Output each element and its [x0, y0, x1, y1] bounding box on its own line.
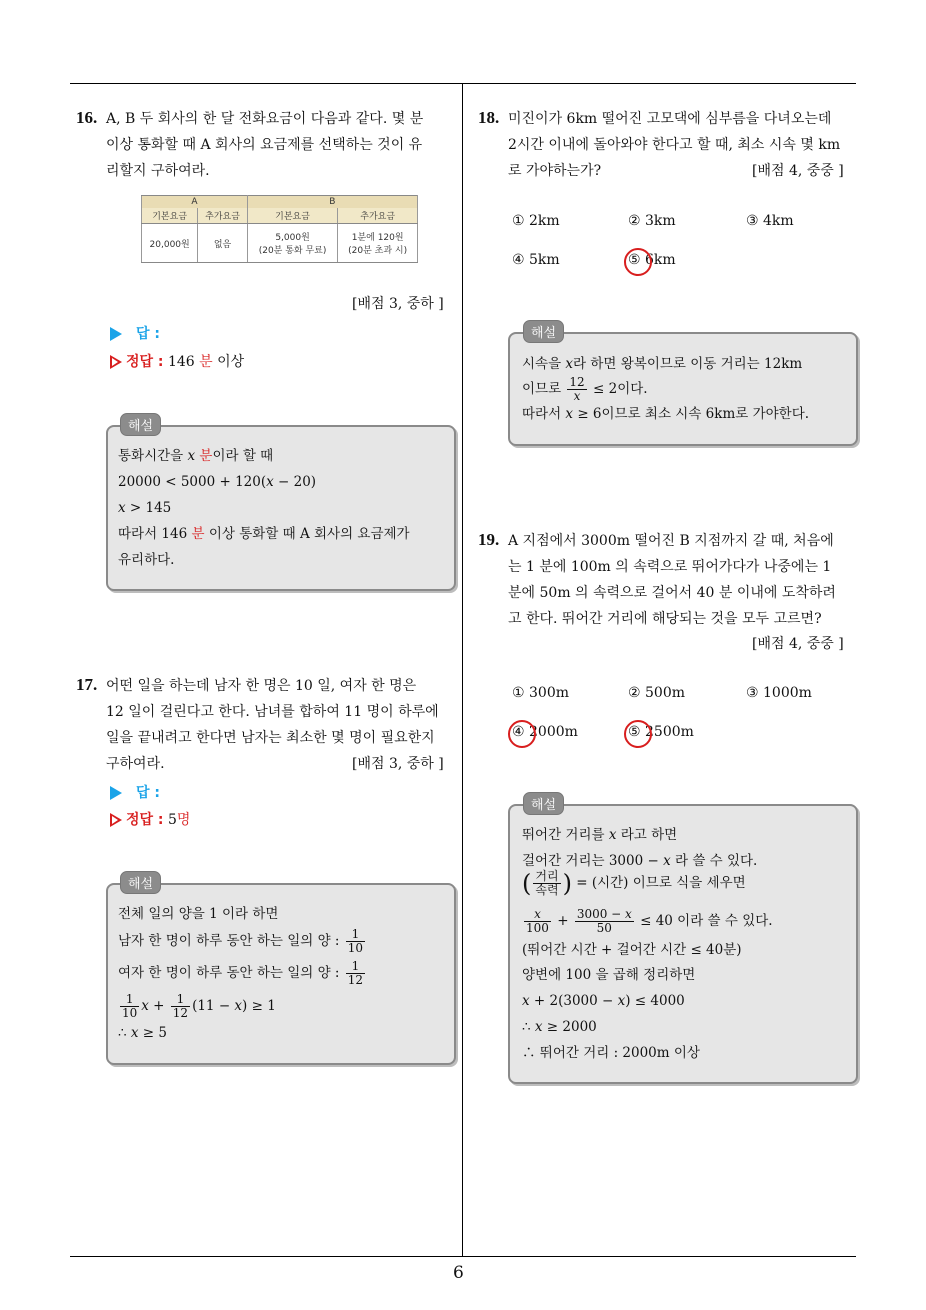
q19-choice-1[interactable]: ① 300m: [512, 685, 569, 701]
q17-solution-tag: 해설: [120, 871, 161, 894]
fee-table-header: 기본요금: [247, 208, 338, 224]
correct-arrow-icon: [110, 355, 122, 369]
q17-solution-line-5: ∴ 𝑥 ≥ 5: [118, 1025, 167, 1041]
q17-answer-row: 답 :: [110, 782, 160, 802]
fraction: $\frac{\text{3000 − 𝑥}}{50}$: [576, 907, 632, 935]
q18-text-line-3: 로 가야하는가?: [508, 163, 602, 179]
q17-solution-line-2: 남자 한 명이 하루 동안 하는 일의 양 : $\frac{1}{10}$: [118, 927, 364, 955]
fee-table-header: 추가요금: [198, 208, 248, 224]
q19-solution-line-7: 𝑥 + 2(3000 − 𝑥) ≤ 4000: [522, 993, 685, 1009]
q16-solution-line-1: 통화시간을 𝑥 분이라 할 때: [118, 448, 274, 464]
q19-correct-mark-icon: [624, 720, 652, 748]
top-rule: [70, 83, 856, 84]
q19-text-line-1: A 지점에서 3000m 떨어진 B 지점까지 갈 때, 처음에: [508, 533, 834, 549]
fee-table-group-b: B: [247, 196, 417, 209]
q16-solution-line-4: 따라서 146 분 이상 통화할 때 A 회사의 요금제가: [118, 526, 410, 542]
q17-text-line-1: 어떤 일을 하는데 남자 한 명은 10 일, 여자 한 명은: [106, 678, 417, 694]
q19-text-line-4: 고 한다. 뛰어간 거리에 해당되는 것을 모두 고르면?: [508, 611, 822, 627]
q19-choice-3[interactable]: ③ 1000m: [746, 685, 812, 701]
q18-solution-tag: 해설: [523, 320, 564, 343]
q19-choice-5[interactable]: ⑤ 2500m: [628, 724, 694, 740]
q18-correct-mark-icon: [624, 248, 652, 276]
q18-solution-line-1: 시속을 𝑥라 하면 왕복이므로 이동 거리는 12km: [522, 356, 803, 372]
q16-meta: [배점 3, 중하 ]: [352, 296, 444, 312]
q17-meta: [배점 3, 중하 ]: [352, 756, 444, 772]
q16-solution-line-3: 𝑥 > 145: [118, 500, 172, 516]
q19-solution-line-8: ∴ 𝑥 ≥ 2000: [522, 1019, 597, 1035]
bottom-rule: [70, 1256, 856, 1257]
q16-text-line-1: A, B 두 회사의 한 달 전화요금이 다음과 같다. 몇 분: [106, 111, 424, 127]
q19-text-line-3: 분에 50m 의 속력으로 걸어서 40 분 이내에 도착하려: [508, 585, 836, 601]
fraction: $\frac{1}{12}$: [347, 959, 364, 987]
fraction: $\frac{1}{10}$: [122, 992, 138, 1020]
q19-solution-tag: 해설: [523, 792, 564, 815]
q16-solution-tag: 해설: [120, 413, 161, 436]
q17-correct-row: 정답 : 5명: [110, 809, 190, 829]
q17-solution-line-1: 전체 일의 양을 1 이라 하면: [118, 906, 279, 922]
fee-table-group-a: A: [142, 196, 248, 209]
q17-text-line-2: 12 일이 걸린다고 한다. 남녀를 합하여 11 명이 하루에: [106, 704, 439, 720]
q19-choice-2[interactable]: ② 500m: [628, 685, 685, 701]
question-number-17: 17.: [76, 675, 98, 694]
q17-solution-line-3: 여자 한 명이 하루 동안 하는 일의 양 : $\frac{1}{12}$: [118, 959, 364, 987]
fee-table-cell: 5,000원 (20분 통화 무료): [247, 224, 338, 263]
q18-choice-3[interactable]: ③ 4km: [746, 213, 794, 229]
q19-solution-line-6: 양변에 100 을 곱해 정리하면: [522, 967, 696, 983]
answer-arrow-icon: [110, 786, 122, 800]
answer-arrow-icon: [110, 327, 122, 341]
question-number-18: 18.: [478, 108, 500, 127]
q18-choice-1[interactable]: ① 2km: [512, 213, 560, 229]
q19-solution-line-5: (뛰어간 시간 + 걸어간 시간 ≤ 40분): [522, 942, 742, 958]
q16-solution-line-5: 유리하다.: [118, 552, 175, 568]
fee-table-cell: 1분에 120원 (20분 초과 시): [338, 224, 418, 263]
page-number: 6: [453, 1263, 464, 1283]
q16-text-line-3: 리할지 구하여라.: [106, 163, 210, 179]
q18-choice-2[interactable]: ② 3km: [628, 213, 676, 229]
q16-correct-row: 정답 : 146 분 이상: [110, 351, 244, 371]
q19-text-line-2: 는 1 분에 100m 의 속력으로 뛰어가다가 나중에는 1: [508, 559, 832, 575]
q18-choice-4[interactable]: ④ 5km: [512, 252, 560, 268]
fraction: $\frac{12}{\text{𝑥}}$: [569, 375, 585, 403]
q19-solution-line-1: 뛰어간 거리를 𝑥 라고 하면: [522, 827, 678, 843]
q17-solution-line-4: $\frac{1}{10}$ 𝑥 + $\frac{1}{12}$ (11 − 𝑥) ≥ 1: [122, 992, 276, 1020]
q18-meta: [배점 4, 중중 ]: [752, 163, 844, 179]
q16-solution-line-2: 20000 < 5000 + 120(𝑥 − 20): [118, 474, 317, 490]
fraction: $\frac{1}{10}$: [347, 927, 364, 955]
q17-text-line-3: 일을 끝내려고 한다면 남자는 최소한 몇 명이 필요한지: [106, 730, 435, 746]
fraction: $\frac{\text{거리}}{\text{속력}}$: [535, 869, 559, 897]
q16-text-line-2: 이상 통화할 때 A 회사의 요금제를 선택하는 것이 유: [106, 137, 423, 153]
q18-solution-line-2: 이므로 $\frac{12}{\text{𝑥}}$ ≤ 2이다.: [522, 375, 648, 403]
q19-solution-line-4: $\frac{\text{𝑥}}{100}$ + $\frac{\text{3000 − 𝑥}}{50}$ ≤ 40 이라 쓸 수 있다.: [526, 907, 773, 935]
fee-table: [141, 195, 418, 263]
question-number-16: 16.: [76, 108, 98, 127]
fee-table-cell: 20,000원: [142, 224, 198, 263]
q19-meta: [배점 4, 중중 ]: [752, 636, 844, 652]
fee-table-cell: 없음: [198, 224, 248, 263]
correct-arrow-icon: [110, 813, 122, 827]
question-number-19: 19.: [478, 530, 500, 549]
fraction: $\frac{1}{12}$: [172, 992, 189, 1020]
q19-solution-line-3: ( $\frac{\text{거리}}{\text{속력}}$ ) = (시간) 이므로 식을 세우면: [522, 869, 746, 898]
fee-table-header: 추가요금: [338, 208, 418, 224]
q18-choice-5[interactable]: ⑤ 6km: [628, 252, 676, 268]
q19-solution-line-2: 걸어간 거리는 3000 − 𝑥 라 쓸 수 있다.: [522, 853, 758, 869]
q18-text-line-1: 미진이가 6km 떨어진 고모댁에 심부름을 다녀오는데: [508, 111, 832, 127]
q19-correct-mark-icon: [508, 720, 536, 748]
q18-text-line-2: 2시간 이내에 돌아와야 한다고 할 때, 최소 시속 몇 km: [508, 137, 841, 153]
q17-text-line-4: 구하여라.: [106, 756, 165, 772]
q18-solution-line-3: 따라서 𝑥 ≥ 6이므로 최소 시속 6km로 가야한다.: [522, 406, 810, 422]
column-divider: [462, 83, 463, 1257]
q16-answer-row: 답 :: [110, 323, 160, 343]
fraction: $\frac{\text{𝑥}}{100}$: [526, 907, 549, 935]
q19-choice-4[interactable]: ④ 2000m: [512, 724, 578, 740]
q19-solution-line-9: ∴ 뛰어간 거리 : 2000m 이상: [522, 1045, 700, 1061]
fee-table-header: 기본요금: [142, 208, 198, 224]
